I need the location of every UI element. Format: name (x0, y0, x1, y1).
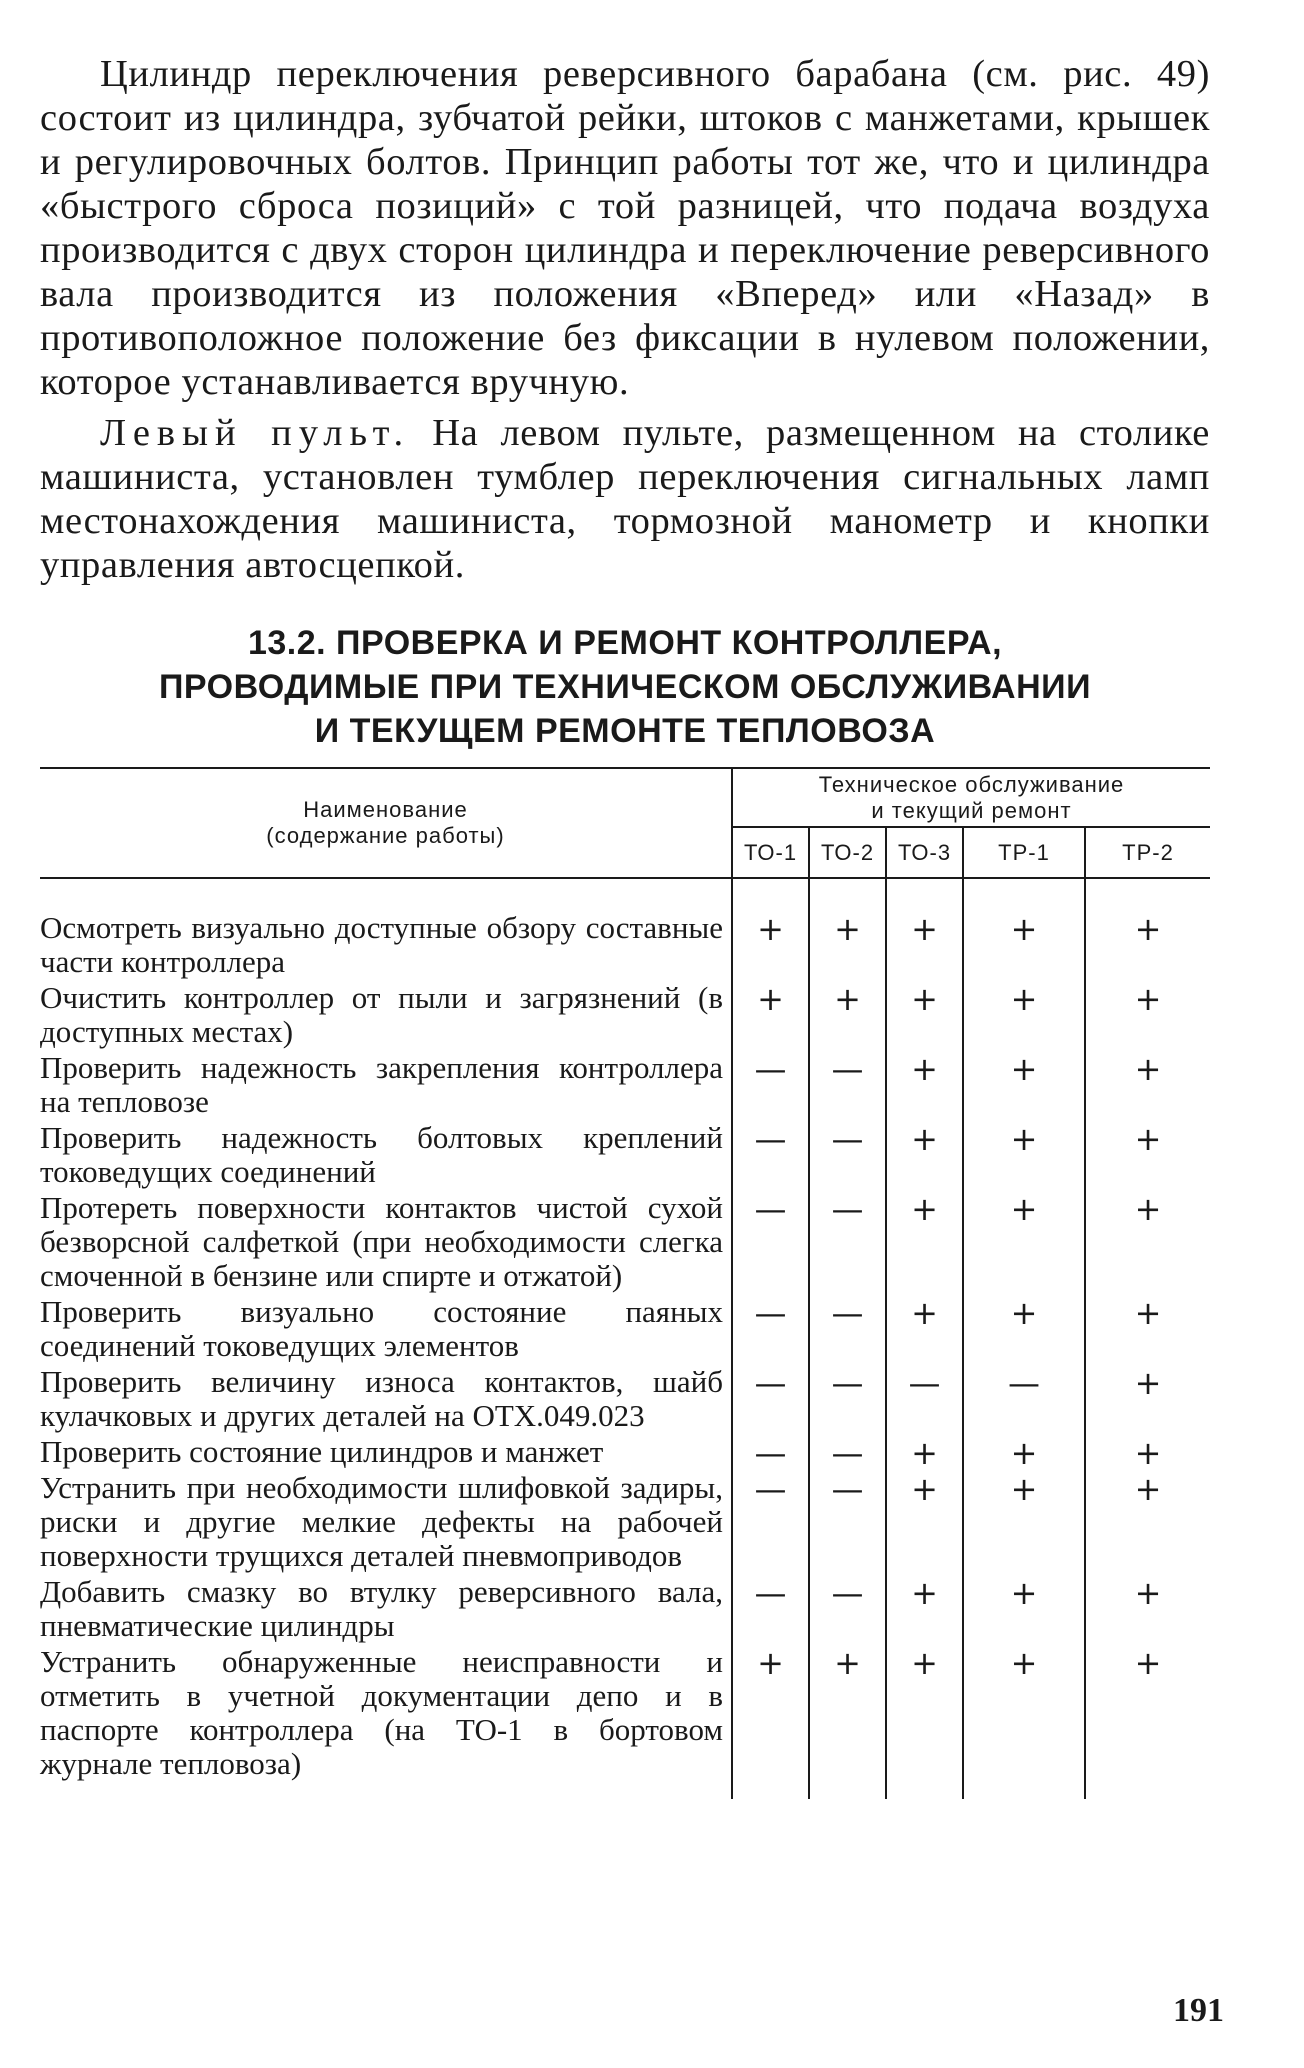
table-row (40, 1435, 1210, 1471)
work-name-cell: Проверить визуально состояние паяных соединений токоведущих элементов (40, 1295, 732, 1365)
mark-cell-to2: — (809, 1051, 886, 1121)
work-name-cell: Протереть поверхности контактов чистой сухой безворсной салфеткой (при необходимости слегка смоченной в бензине или спирте и отжатой) (40, 1191, 732, 1295)
mark-cell-tr1: — (963, 1365, 1085, 1435)
mark-cell-tr1: + (963, 1435, 1085, 1471)
table-row (40, 1365, 1210, 1435)
mark-cell-to2: — (809, 1121, 886, 1191)
mark-cell-to1: — (732, 1191, 809, 1295)
maintenance-group-header-line: и текущий ремонт (871, 797, 1072, 823)
mark-cell-tr2: + (1134, 910, 1162, 948)
work-name-cell: Добавить смазку во втулку реверсивного вала, пневматические цилиндры (40, 1575, 732, 1645)
mark-cell-tr1: + (963, 1575, 1085, 1645)
paragraph-run-in-heading: Левый пульт. (100, 412, 411, 454)
table-spacer-row (40, 878, 1210, 911)
mark-cell-to2: — (809, 1471, 886, 1575)
work-name-header-line: Наименование (303, 797, 468, 822)
mark-cell-to1: + (732, 911, 809, 981)
mark-cell-tr2: + (1134, 1364, 1162, 1402)
mark-cell-to1: — (732, 1575, 809, 1645)
section-title-line: 13.2. ПРОВЕРКА И РЕМОНТ КОНТРОЛЛЕРА, (247, 624, 1003, 662)
section-title-line: ПРОВОДИМЫЕ ПРИ ТЕХНИЧЕСКОМ ОБСЛУЖИВАНИИ (158, 668, 1092, 706)
mark-cell-to2: — (809, 1435, 886, 1471)
mark-cell-to3: + (886, 1645, 963, 1783)
work-name-cell: Проверить надежность болтовых креплений токоведущих соединений (40, 1121, 732, 1191)
mark-cell-to3: + (886, 1051, 963, 1121)
mark-cell-to1: — (732, 1471, 809, 1575)
table-row (40, 1121, 1210, 1191)
mark-cell-tr2: + (1134, 1120, 1162, 1158)
table-row (40, 1471, 1210, 1575)
mark-cell-tr1: + (963, 1051, 1085, 1121)
mark-cell-tr2: + (1134, 1294, 1162, 1332)
mark-cell-to1: — (732, 1365, 809, 1435)
mark-cell-to1: — (732, 1295, 809, 1365)
mark-cell-tr2: + (1134, 1190, 1162, 1228)
mark-cell-tr2: + (1134, 1434, 1162, 1472)
maintenance-group-header-line: Техническое обслуживание (818, 771, 1125, 797)
work-name-cell: Проверить состояние цилиндров и манжет (40, 1435, 732, 1471)
work-name-cell: Осмотреть визуально доступные обзору составные части контроллера (40, 911, 732, 981)
mark-cell-tr1: + (963, 911, 1085, 981)
page-number: 191 (1173, 1992, 1224, 2029)
mark-cell-tr1: + (963, 1121, 1085, 1191)
mark-cell-to2: — (809, 1191, 886, 1295)
mark-cell-to2: — (809, 1365, 886, 1435)
mark-cell-tr1: + (963, 1295, 1085, 1365)
mark-cell-tr2: + (1134, 1574, 1162, 1612)
section-title (40, 621, 1210, 753)
mark-cell-tr1: + (963, 981, 1085, 1051)
column-header-to3: ТО-3 (886, 827, 963, 878)
table-end-row (40, 1783, 1210, 1799)
mark-cell-to3: — (886, 1365, 963, 1435)
mark-cell-to1: — (732, 1051, 809, 1121)
mark-cell-to1: — (732, 1121, 809, 1191)
work-name-header (40, 768, 732, 878)
book-page (40, 52, 1210, 1799)
mark-cell-to2: + (809, 1645, 886, 1783)
table-row (40, 981, 1210, 1051)
mark-cell-tr2: + (1134, 1470, 1162, 1508)
paragraph-body: На левом пульте, размещенном на столике машиниста, установлен тумблер переключения сигнальных ламп местонахождения машиниста, тормозной манометр и кнопки управления автосцепкой. (40, 412, 1210, 586)
maintenance-group-header (732, 768, 1210, 827)
mark-cell-to3: + (886, 1575, 963, 1645)
mark-cell-to3: + (886, 911, 963, 981)
column-header-tr1: ТР-1 (963, 827, 1085, 878)
mark-cell-to2: + (809, 981, 886, 1051)
mark-cell-tr2: + (1134, 980, 1162, 1018)
column-header-to2: ТО-2 (809, 827, 886, 878)
paragraph-left-console (40, 411, 1210, 587)
mark-cell-tr1: + (963, 1191, 1085, 1295)
mark-cell-to3: + (886, 1295, 963, 1365)
mark-cell-to2: — (809, 1575, 886, 1645)
table-row (40, 1575, 1210, 1645)
table-row (40, 911, 1210, 981)
mark-cell-to3: + (886, 1471, 963, 1575)
section-title-line: И ТЕКУЩЕМ РЕМОНТЕ ТЕПЛОВОЗА (314, 712, 936, 750)
work-name-cell: Проверить величину износа контактов, шайб кулачковых и других деталей на ОТХ.049.023 (40, 1365, 732, 1435)
maintenance-table (40, 767, 1210, 1799)
table-row (40, 1295, 1210, 1365)
mark-cell-to3: + (886, 981, 963, 1051)
mark-cell-tr1: + (963, 1645, 1085, 1783)
mark-cell-to2: — (809, 1295, 886, 1365)
work-name-cell: Устранить при необходимости шлифовкой задиры, риски и другие мелкие дефекты на рабочей поверхности трущихся деталей пневмоприводов (40, 1471, 732, 1575)
table-row (40, 1645, 1210, 1783)
mark-cell-tr2: + (1134, 1050, 1162, 1088)
column-header-tr2: ТР-2 (1085, 827, 1210, 878)
work-name-cell: Устранить обнаруженные неисправности и отметить в учетной документации депо и в паспорте контроллера (на ТО-1 в бортовом журнале тепловоза) (40, 1645, 732, 1783)
table-row (40, 1191, 1210, 1295)
mark-cell-to1: + (732, 981, 809, 1051)
work-name-header-line: (содержание работы) (266, 823, 505, 848)
mark-cell-to2: + (809, 911, 886, 981)
mark-cell-tr1: + (963, 1471, 1085, 1575)
mark-cell-to3: + (886, 1191, 963, 1295)
mark-cell-to3: + (886, 1121, 963, 1191)
mark-cell-tr2: + (1134, 1644, 1162, 1682)
mark-cell-to1: — (732, 1435, 809, 1471)
column-header-to1: ТО-1 (732, 827, 809, 878)
work-name-cell: Очистить контроллер от пыли и загрязнений (в доступных местах) (40, 981, 732, 1051)
work-name-cell: Проверить надежность закрепления контроллера на тепловозе (40, 1051, 732, 1121)
table-row (40, 1051, 1210, 1121)
mark-cell-to1: + (732, 1645, 809, 1783)
mark-cell-to3: + (886, 1435, 963, 1471)
paragraph-cylinder: Цилиндр переключения реверсивного барабана (см. рис. 49) состоит из цилиндра, зубчатой рейки, штоков с манжетами, крышек и регулировочных болтов. Принцип работы тот же, что и цилиндра «быстрого сброса позиций» с той разницей, что подача воздуха производится с двух сторон цилиндра и переключение реверсивного вала производится из положения «Вперед» или «Назад» в противоположное положение без фиксации в нулевом положении, которое устанавливается вручную. (40, 53, 1210, 403)
